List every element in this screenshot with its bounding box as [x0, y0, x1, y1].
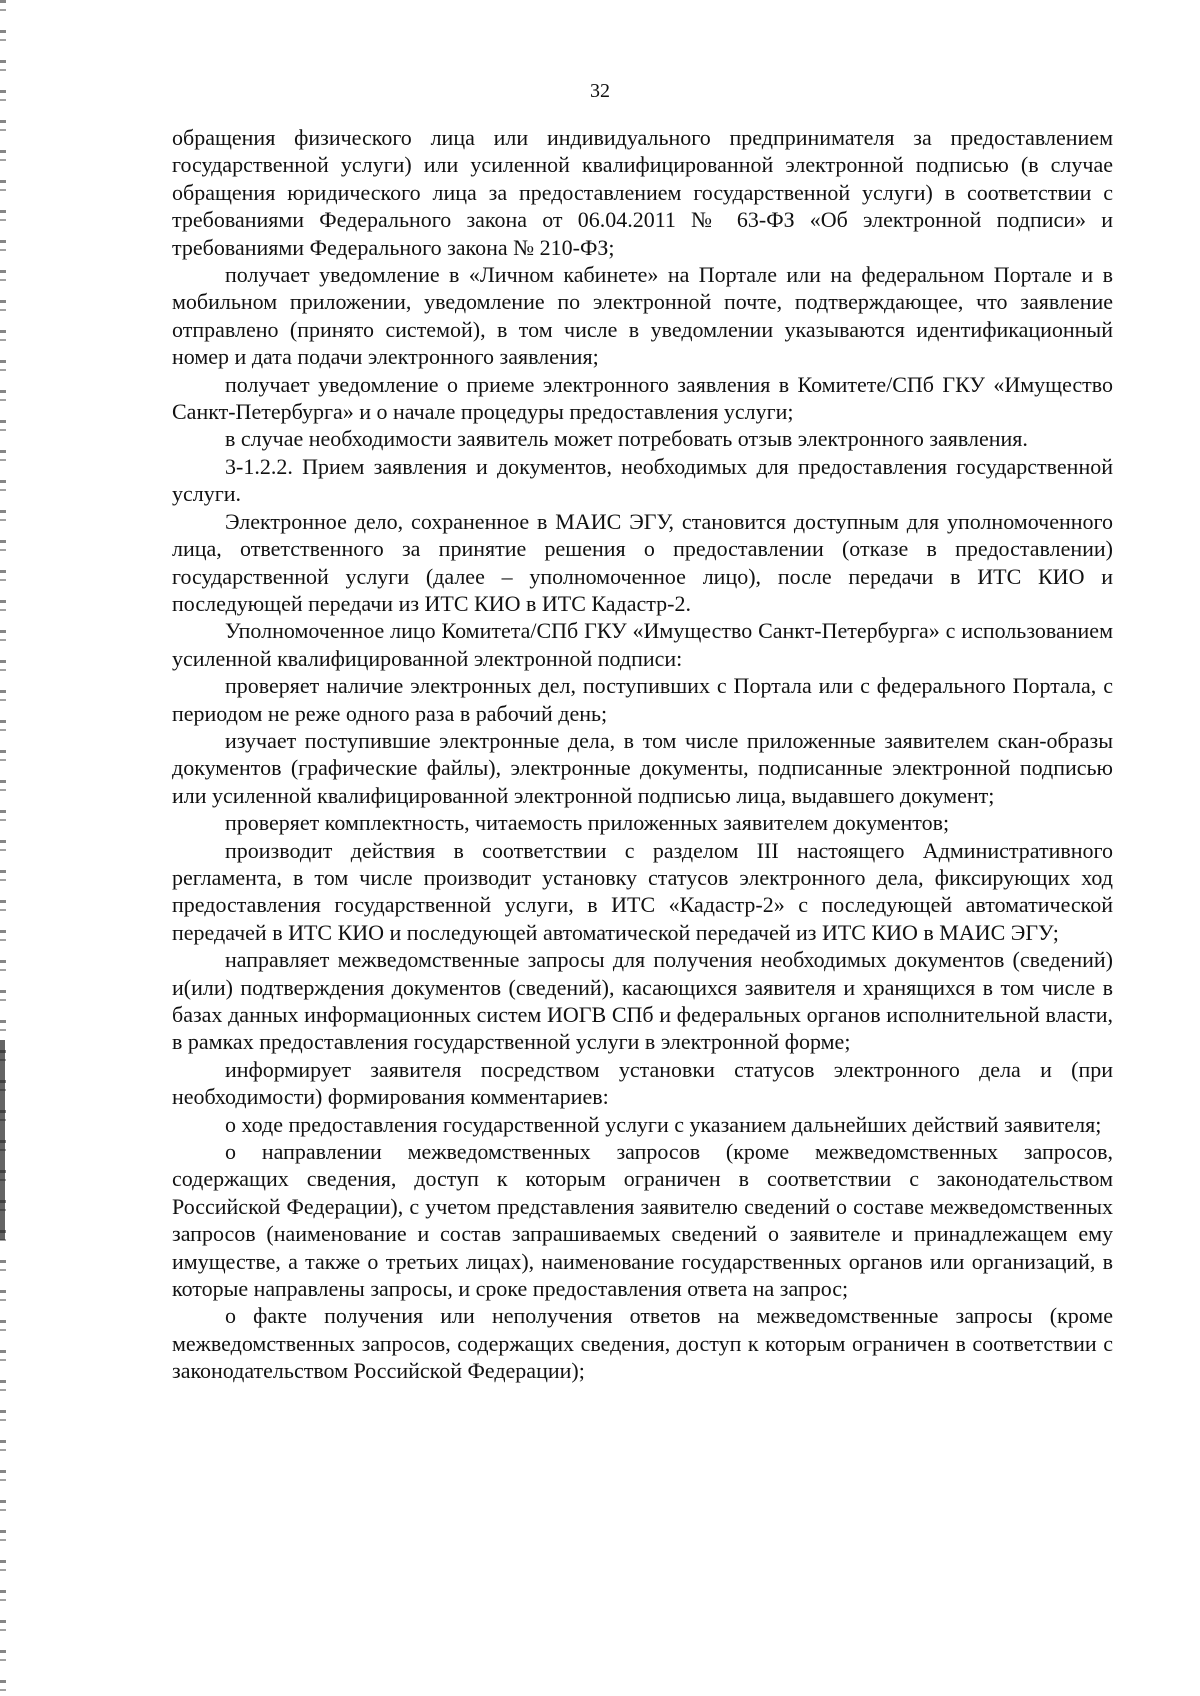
section-heading: 3-1.2.2. Прием заявления и документов, необходимых для предоставления государственной услуги.: [172, 453, 1113, 507]
paragraph: получает уведомление в «Личном кабинете» на Портале или на федеральном Портале и в мобильном приложении, уведомление по электронной почте, подтверждающее, что заявление отправлено (принято системой), в том числе в уведомлении указываются идентификационный номер и дата подачи электронного заявления;: [172, 262, 1113, 370]
document-body: [172, 124, 1113, 1385]
paragraph: обращения физического лица или индивидуального предпринимателя за предоставлением государственной услуги) или усиленной квалифицированной электронной подписью (в случае обращения юридического лица за предоставлением государственной услуги) в соответствии с требованиями Федерального закона от 06.04.2011 № 63-ФЗ «Об электронной подписи» и требованиями Федерального закона № 210-ФЗ;: [172, 125, 1113, 260]
paragraph: о направлении межведомственных запросов (кроме межведомственных запросов, содержащих сведения, доступ к которым ограничен в соответствии с законодательством Российской Федерации), с учетом представления заявителю сведений о составе межведомственных запросов (наименование и состав запрашиваемых сведений о заявителе и принадлежащем ему имуществе, а также о третьих лицах), наименование государственных органов или организаций, в которые направлены запросы, и сроке предоставления ответа на запрос;: [172, 1139, 1113, 1302]
paragraph: изучает поступившие электронные дела, в том числе приложенные заявителем скан-образы документов (графические файлы), электронные документы, подписанные электронной подписью или усиленной квалифицированной электронной подписью лица, выдавшего документ;: [172, 727, 1113, 808]
paragraph: производит действия в соответствии с разделом III настоящего Административного регламента, в том числе производит установку статусов электронного дела, фиксирующих ход предоставления государственной услуги, в ИТС «Кадастр-2» с последующей автоматической передачей в ИТС КИО и последующей автоматической передачей из ИТС КИО в МАИС ЭГУ;: [172, 837, 1113, 945]
paragraph: в случае необходимости заявитель может потребовать отзыв электронного заявления.: [225, 426, 1028, 452]
paragraph: о факте получения или неполучения ответов на межведомственные запросы (кроме межведомственных запросов, содержащих сведения, доступ к которым ограничен в соответствии с законодательством Российской Федерации);: [172, 1303, 1113, 1384]
paragraph: получает уведомление о приеме электронного заявления в Комитете/СПб ГКУ «Имущество Санкт-Петербурга» и о начале процедуры предоставления услуги;: [172, 371, 1113, 425]
paragraph: Уполномоченное лицо Комитета/СПб ГКУ «Имущество Санкт-Петербурга» с использованием усиленной квалифицированной электронной подписи:: [172, 618, 1113, 671]
paragraph: направляет межведомственные запросы для получения необходимых документов (сведений) и(или) подтверждения документов (сведений), касающихся заявителя и хранящихся в том числе в базах данных информационных систем ИОГВ СПб и федеральных органов исполнительной власти, в рамках предоставления государственной услуги в электронной форме;: [172, 947, 1113, 1055]
paragraph: о ходе предоставления государственной услуги с указанием дальнейших действий заявителя;: [225, 1111, 1102, 1137]
scan-edge-artifact: [0, 1040, 5, 1240]
scan-edge-artifact: [0, 0, 6, 1696]
paragraph: Электронное дело, сохраненное в МАИС ЭГУ, становится доступным для уполномоченного лица, ответственного за принятие решения о предоставлении (отказе в предоставлении) государственной услуги (далее – уполномоченное лицо), после передачи в ИТС КИО и последующей передачи из ИТС КИО в ИТС Кадастр-2.: [172, 508, 1113, 616]
paragraph: проверяет комплектность, читаемость приложенных заявителем документов;: [225, 810, 950, 836]
paragraph: проверяет наличие электронных дел, поступивших с Портала или с федерального Портала, с периодом не реже одного раза в рабочий день;: [172, 673, 1113, 726]
paragraph: информирует заявителя посредством установки статусов электронного дела и (при необходимости) формирования комментариев:: [172, 1056, 1113, 1110]
page-number: 32: [590, 80, 610, 102]
